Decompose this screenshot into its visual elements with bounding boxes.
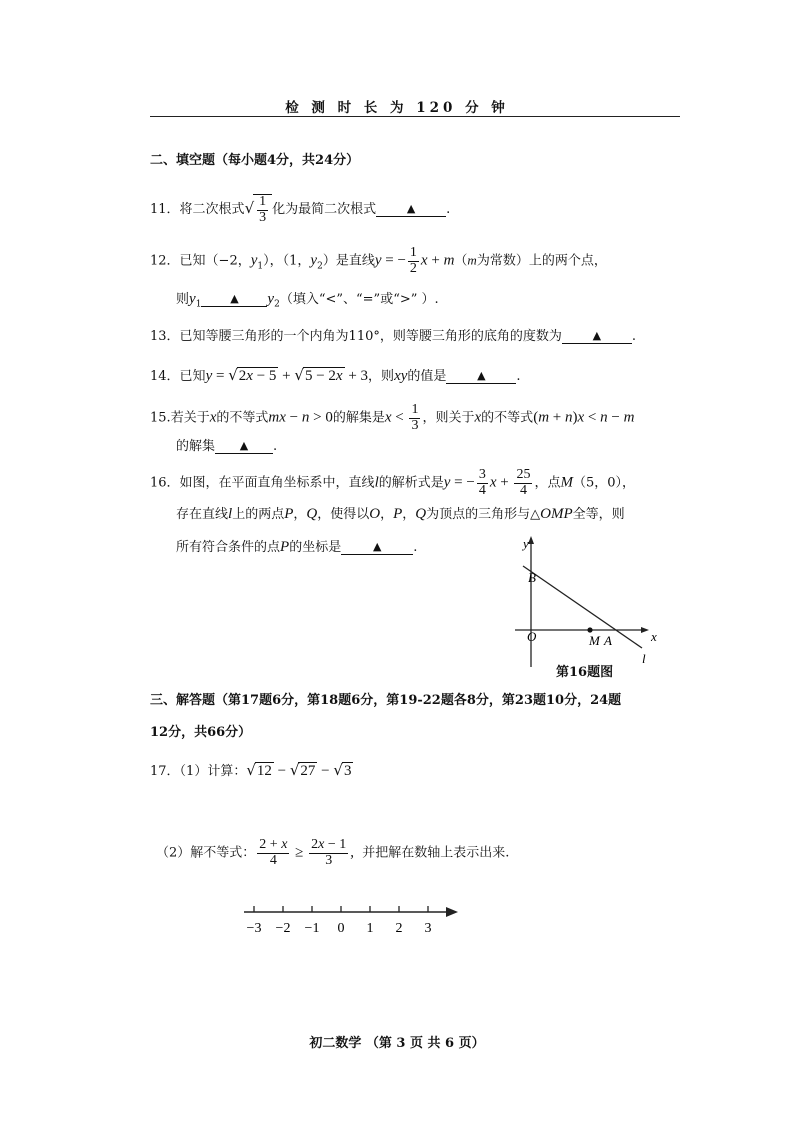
answer-blank-16[interactable]: ▲ [341, 541, 413, 555]
section3-title-line1: 三、解答题（第17题6分，第18题6分，第19-22题各8分，第23题10分，24题 [150, 693, 622, 708]
header-rule [150, 116, 680, 117]
answer-blank-15[interactable]: ▲ [215, 440, 273, 454]
section3-title-line2: 12分，共66分） [150, 725, 252, 740]
question-15-line2: 的解集 ▲ . [176, 439, 278, 454]
label-b: B [528, 570, 536, 585]
page-header: 检 测 时 长 为 120 分 钟 [285, 100, 509, 116]
label-o: O [527, 629, 537, 644]
question-16-line2: 存在直线l上的两点P，Q，使得以O，P，Q为顶点的三角形与△OMP全等，则 [176, 506, 625, 522]
label-a: A [604, 633, 612, 648]
question-12-line1: 12．已知（−2，$y_1$），（1，$y_2$）是直线y = − $\frac{1}{2}$ x + m（m为常数）上的两个点， [150, 245, 607, 276]
page-footer: 初二数学 （第 3 页 共 6 页） [309, 1036, 485, 1051]
answer-blank-13[interactable]: ▲ [562, 330, 632, 344]
x-axis-arrow-icon [641, 627, 649, 633]
question-15-line1: 15.若关于x的不等式mx − n > 0的解集是x < $\frac{1}{3}$ ，则关于x的不等式(m + n)x < n − m [150, 402, 635, 433]
figure-16-caption: 第16题图 [556, 665, 614, 680]
question-17-part1: 17．（1）计算：√12 − √27 − √3 [150, 761, 352, 779]
number-line-tick-label: 2 [395, 921, 403, 936]
question-11: 11．将二次根式√ $\frac{1}{3}$ 化为最简二次根式 ▲ . [150, 194, 451, 225]
answer-blank-14[interactable]: ▲ [446, 370, 516, 384]
answer-blank-11[interactable]: ▲ [376, 203, 446, 217]
y-axis-arrow-icon [528, 536, 534, 544]
label-m: M [589, 633, 600, 648]
question-17-part2: （2）解不等式： $\frac{2 + x}{4}$ ≥ $\frac{2x - 1}{3}$ , 并把解在数轴上表示出来. [156, 837, 510, 868]
number-line-tick-label: −3 [246, 921, 262, 936]
question-16-line3: 所有符合条件的点P的坐标是 ▲ . [176, 539, 418, 555]
question-16-line1: 16．如图，在平面直角坐标系中，直线l的解析式是y = − $\frac{3}{4}$ x + $\frac{25}{4}$ ，点M（5，0）， [150, 467, 636, 498]
label-x: x [651, 629, 657, 644]
figure-line-l [523, 566, 642, 648]
number-line-tick-label: 0 [337, 921, 345, 936]
label-y: y [523, 536, 529, 551]
question-12-line2: 则$y_1$ ▲ $y_2$（填入“<”、“=”或“>” ）. [176, 291, 439, 310]
number-line-tick-label: 1 [366, 921, 374, 936]
number-line-tick-label: −1 [304, 921, 320, 936]
question-13: 13．已知等腰三角形的一个内角为110°，则等腰三角形的底角的度数为 ▲ . [150, 329, 637, 344]
number-line-arrow-icon [446, 907, 458, 917]
point-m [587, 627, 592, 632]
number-line-tick-label: −2 [275, 921, 291, 936]
question-14: 14．已知y = √2x − 5 + √5 − 2x + 3，则xy的值是 ▲ . [150, 366, 521, 384]
answer-blank-12[interactable]: ▲ [201, 293, 267, 307]
number-line-tick-label: 3 [424, 921, 432, 936]
figure-16 [505, 530, 675, 685]
number-line [238, 902, 468, 942]
label-l: l [642, 651, 646, 666]
section2-title: 二、填空题（每小题4分，共24分） [150, 153, 360, 168]
